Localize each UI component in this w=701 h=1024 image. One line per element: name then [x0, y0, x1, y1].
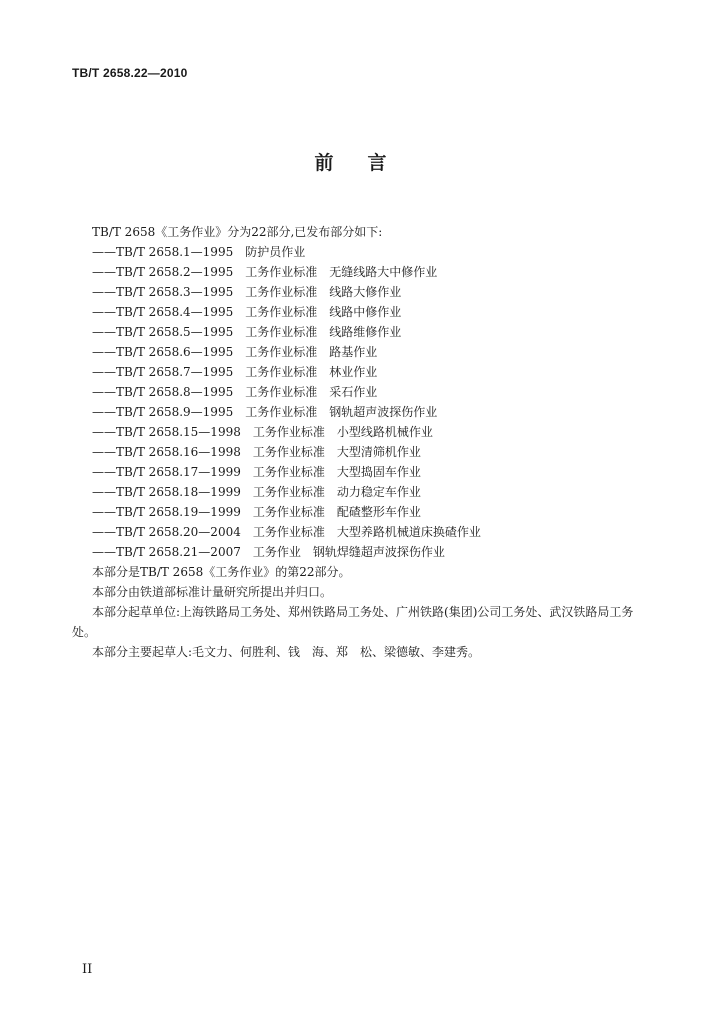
page-number: II: [82, 962, 93, 977]
list-item: [72, 402, 652, 422]
list-item: [72, 382, 652, 402]
part-title: 采石作业: [329, 385, 378, 399]
part-code: ——TB/T 2658.9—1995: [92, 405, 234, 419]
part-category: 防护员作业: [245, 245, 306, 259]
part-code: ——TB/T 2658.1—1995: [92, 245, 234, 259]
title-char-1: 前: [314, 152, 334, 174]
part-code: ——TB/T 2658.15—1998: [92, 425, 241, 439]
part-category: 工务作业标准: [252, 505, 325, 519]
part-category: 工务作业: [252, 545, 301, 559]
part-category: 工务作业标准: [245, 405, 318, 419]
intro-text: TB/T 2658《工务作业》分为22部分,已发布部分如下:: [92, 225, 383, 239]
paragraph-drafters: 本部分主要起草人:毛文力、何胜利、钱 海、郑 松、梁德敏、李建秀。: [92, 645, 481, 659]
part-title: 无缝线路大中修作业: [329, 265, 438, 279]
list-item: [72, 502, 652, 522]
part-code: ——TB/T 2658.7—1995: [92, 365, 234, 379]
list-item: [72, 522, 652, 542]
page-title: [0, 148, 701, 175]
part-code: ——TB/T 2658.8—1995: [92, 385, 234, 399]
part-category: 工务作业标准: [245, 325, 318, 339]
list-item: [72, 462, 652, 482]
part-category: 工务作业标准: [245, 305, 318, 319]
list-item: [72, 322, 652, 342]
list-item: [72, 542, 652, 562]
part-category: 工务作业标准: [252, 425, 325, 439]
paragraph-part-statement: 本部分是TB/T 2658《工务作业》的第22部分。: [92, 565, 351, 579]
published-parts-list: [72, 242, 652, 562]
part-code: ——TB/T 2658.19—1999: [92, 505, 241, 519]
part-code: ——TB/T 2658.3—1995: [92, 285, 234, 299]
part-title: 大型捣固车作业: [336, 465, 421, 479]
part-title: 动力稳定车作业: [336, 485, 421, 499]
paragraph-proposer: 本部分由铁道部标准计量研究所提出并归口。: [92, 585, 333, 599]
part-code: ——TB/T 2658.16—1998: [92, 445, 241, 459]
part-category: 工务作业标准: [245, 385, 318, 399]
part-category: 工务作业标准: [252, 485, 325, 499]
part-title: 林业作业: [329, 365, 378, 379]
part-category: 工务作业标准: [245, 365, 318, 379]
part-category: 工务作业标准: [252, 445, 325, 459]
title-char-2: 言: [367, 152, 387, 174]
list-item: [72, 282, 652, 302]
document-code-header: TB/T 2658.22—2010: [72, 66, 188, 80]
part-title: 线路维修作业: [329, 325, 402, 339]
part-title: 小型线路机械作业: [336, 425, 433, 439]
foreword-body: [72, 222, 652, 662]
part-code: ——TB/T 2658.6—1995: [92, 345, 234, 359]
part-category: 工务作业标准: [252, 465, 325, 479]
list-item: [72, 482, 652, 502]
list-item: [72, 242, 652, 262]
list-item: [72, 262, 652, 282]
list-item: [72, 342, 652, 362]
part-code: ——TB/T 2658.18—1999: [92, 485, 241, 499]
part-category: 工务作业标准: [245, 265, 318, 279]
part-code: ——TB/T 2658.20—2004: [92, 525, 241, 539]
paragraph-drafting-units: 本部分起草单位:上海铁路局工务处、郑州铁路局工务处、广州铁路(集团)公司工务处、武汉铁路局工务处。: [72, 605, 634, 639]
part-title: 钢轨超声波探伤作业: [329, 405, 438, 419]
list-item: [72, 442, 652, 462]
part-title: 大型养路机械道床换碴作业: [336, 525, 481, 539]
list-item: [72, 302, 652, 322]
part-code: ——TB/T 2658.4—1995: [92, 305, 234, 319]
part-title: 线路大修作业: [329, 285, 402, 299]
part-category: 工务作业标准: [245, 285, 318, 299]
part-title: 配碴整形车作业: [336, 505, 421, 519]
part-code: ——TB/T 2658.5—1995: [92, 325, 234, 339]
part-title: 路基作业: [329, 345, 378, 359]
part-code: ——TB/T 2658.2—1995: [92, 265, 234, 279]
part-code: ——TB/T 2658.17—1999: [92, 465, 241, 479]
part-category: 工务作业标准: [245, 345, 318, 359]
part-code: ——TB/T 2658.21—2007: [92, 545, 241, 559]
part-category: 工务作业标准: [252, 525, 325, 539]
part-title: 大型清筛机作业: [336, 445, 421, 459]
list-item: [72, 362, 652, 382]
part-title: 线路中修作业: [329, 305, 402, 319]
part-title: 钢轨焊缝超声波探伤作业: [312, 545, 445, 559]
list-item: [72, 422, 652, 442]
